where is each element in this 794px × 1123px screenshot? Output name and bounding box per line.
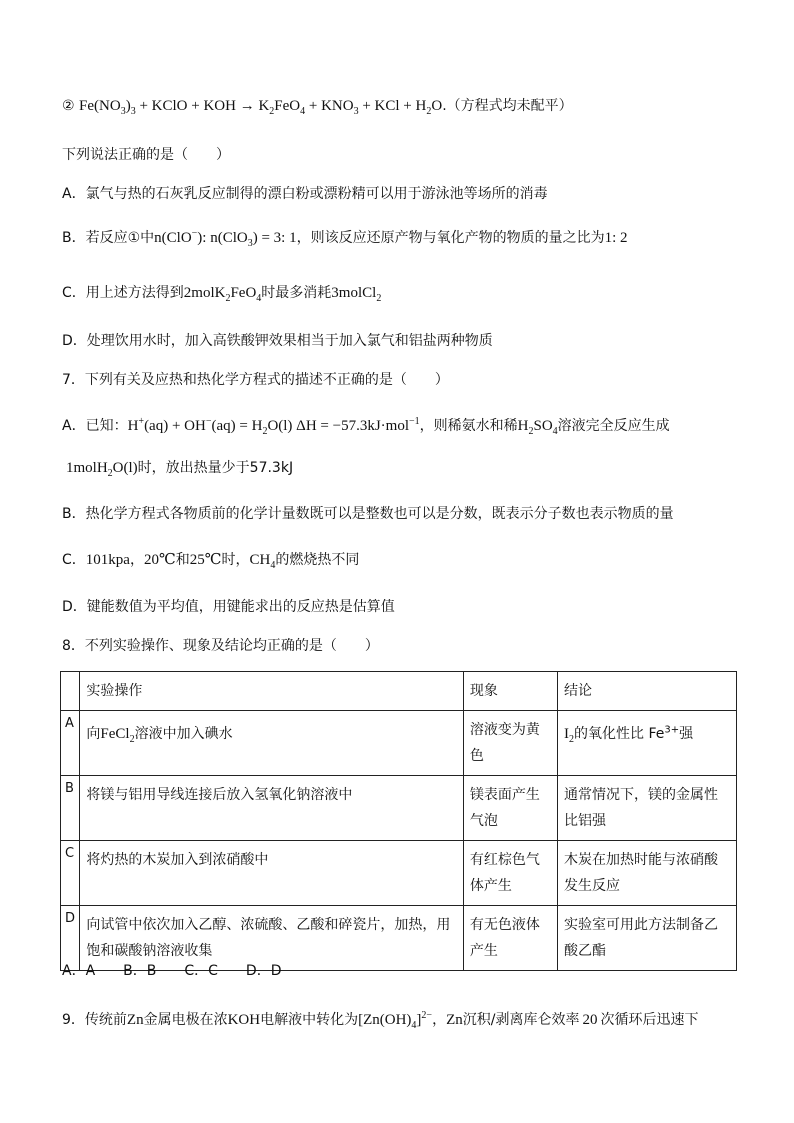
reaction-2-note: .（方程式均未配平）: [442, 98, 573, 114]
row-label: A: [61, 711, 80, 776]
q7-option-c-chem: $CH_4$: [249, 552, 276, 571]
operation-cell: 将灼热的木炭加入到浓硝酸中: [80, 841, 464, 906]
q7-option-c-and: 和: [175, 552, 190, 568]
q7-stem: 7．下列有关及应热和热化学方程式的描述不正确的是（ ）: [62, 372, 449, 388]
operation-cell: 向试管中依次加入乙醇、浓硫酸、乙酸和碎瓷片，加热，用饱和碳酸钠溶液收集: [80, 906, 464, 971]
q6-option-c: [62, 283, 381, 303]
q9-text: 金属电极在浓: [143, 1012, 228, 1028]
q9-zn: Zn: [126, 1012, 144, 1028]
q7-option-c: [62, 550, 359, 570]
q7-option-c-pressure: 101kpa: [85, 552, 130, 568]
q9-cycles: 20: [582, 1012, 598, 1028]
q7-option-c-text: 时，: [221, 552, 250, 568]
operation-cell: [80, 711, 464, 776]
conclusion-chem: $I_2$: [564, 726, 574, 745]
table-header-cell: 实验操作: [80, 672, 464, 711]
q7-option-a-prefix: A．已知：: [62, 418, 128, 434]
q7-option-c-temp2: 25℃: [189, 552, 222, 568]
q6-option-c-amount2: 3molCl$_2$: [331, 285, 382, 304]
q7-option-b: B．热化学方程式各物质前的化学计量数既可以是整数也可以是分数，既表示分子数也表示物质的量: [62, 506, 674, 522]
q9-sep: ，: [432, 1012, 447, 1028]
table-header-row: [61, 672, 737, 711]
conclusion-cell: 通常情况下，镁的金属性比铝强: [558, 776, 737, 841]
conclusion-cell: 实验室可用此方法制备乙酸乙酯: [558, 906, 737, 971]
operation-text: 溶液中加入碘水: [134, 726, 233, 742]
reaction-2-equation: [62, 96, 573, 116]
table-header-cell: 结论: [558, 672, 737, 711]
table-row: [61, 776, 737, 841]
q9-koh: KOH: [227, 1012, 261, 1028]
table-header-cell: 现象: [463, 672, 557, 711]
q6-option-b: [62, 228, 628, 248]
row-label: B: [61, 776, 80, 841]
q6-option-c-text: 时最多消耗: [261, 285, 332, 301]
q7-option-a-amount: 1molH$_2$O(l): [66, 460, 138, 479]
q6-option-c-prefix: C．用上述方法得到: [62, 285, 184, 301]
conclusion-cell: [558, 711, 737, 776]
q7-option-c-prefix: C．: [62, 552, 86, 568]
q7-option-a-line2: [66, 458, 293, 478]
operation-text: 向: [86, 726, 101, 742]
q9-text: 9．传统前: [62, 1012, 127, 1028]
row-label: D: [61, 906, 80, 971]
conclusion-cell: 木炭在加热时能与浓硝酸发生反应: [558, 841, 737, 906]
q8-options: A．A B．B C．C D．D: [62, 963, 282, 979]
q7-option-c-sep: ，: [129, 552, 144, 568]
q9-text: 沉积/剥离库仑效率: [462, 1012, 580, 1028]
q7-option-a-equation: $H^+(aq) + OH^-(aq) = H_2O(l) \Delta H = -57.3kJ\cdot mol^{-1}$: [127, 416, 420, 437]
q6-option-b-prefix: B．若反应①中: [62, 230, 155, 246]
conclusion-text: 的氧化性比 $Fe^{3+}$强: [574, 724, 694, 742]
table-row: [61, 841, 737, 906]
phenomenon-cell: 镁表面产生气泡: [463, 776, 557, 841]
row-label: C: [61, 841, 80, 906]
q9-complex: $[Zn(OH)_4]^{2-}$: [358, 1010, 433, 1031]
phenomenon-cell: 溶液变为黄色: [463, 711, 557, 776]
q7-option-a-text2: 溶液完全反应生成: [557, 418, 670, 434]
q7-option-a-text1: ，则稀氨水和稀: [419, 418, 518, 434]
reaction-2-marker: ②: [62, 98, 75, 114]
q8-stem: 8．不列实验操作、现象及结论均正确的是（ ）: [62, 638, 379, 654]
q6-option-b-math: n(ClO−): n(ClO$_3$) = 3: 1: [154, 228, 297, 249]
operation-cell: 将镁与铝用导线连接后放入氢氧化钠溶液中: [80, 776, 464, 841]
operation-chem: FeCl$_2$: [100, 726, 135, 745]
q9-text: 次循环后迅速下: [600, 1012, 699, 1028]
q7-option-a-text3: 时，放出热量少于57.3kJ: [137, 460, 294, 476]
q7-option-a-chem: $H_2SO_4$: [517, 418, 558, 437]
table-row: [61, 711, 737, 776]
q9-zn: Zn: [446, 1012, 463, 1028]
table-header-cell: [61, 672, 80, 711]
phenomenon-cell: 有无色液体产生: [463, 906, 557, 971]
q6-option-d: D．处理饮用水时，加入高铁酸钾效果相当于加入氯气和铝盐两种物质: [62, 333, 493, 349]
q6-option-b-ratio: 1: 2: [604, 230, 628, 246]
q6-option-b-text: ，则该反应还原产物与氧化产物的物质的量之比为: [296, 230, 605, 246]
phenomenon-cell: 有红棕色气体产生: [463, 841, 557, 906]
experiment-table: [60, 671, 737, 971]
q7-option-c-temp1: 20℃: [143, 552, 176, 568]
q7-option-d: D．键能数值为平均值，用键能求出的反应热是估算值: [62, 599, 395, 615]
q7-option-a-line1: [62, 416, 670, 436]
q9-stem: [62, 1010, 698, 1030]
q6-stem: 下列说法正确的是（ ）: [62, 147, 230, 163]
q6-option-c-amount1: 2molK$_2$FeO$_4$: [183, 285, 262, 304]
q7-option-c-text2: 的燃烧热不同: [275, 552, 360, 568]
reaction-2-formula: $Fe(NO_3)_3$ + KClO + KOH → $K_2FeO_4 + KNO_3$ + KCl + $H_2O$: [79, 98, 443, 117]
q6-option-a: A．氯气与热的石灰乳反应制得的漂白粉或漂粉精可以用于游泳池等场所的消毒: [62, 186, 548, 202]
q9-text: 电解液中转化为: [260, 1012, 359, 1028]
